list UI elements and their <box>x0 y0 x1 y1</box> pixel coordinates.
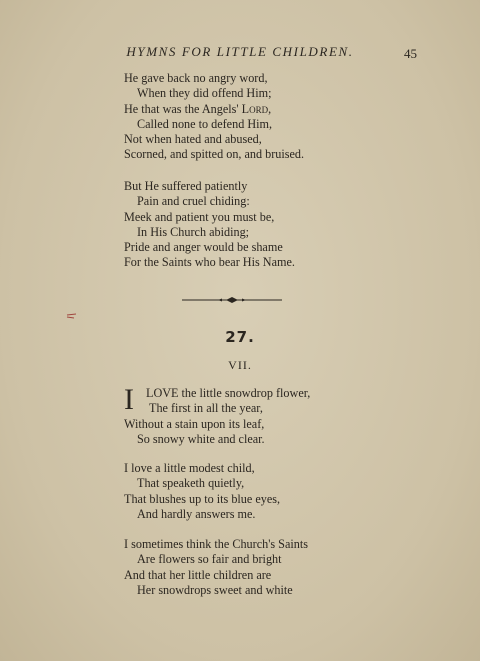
verse-line: Pain and cruel chiding: <box>137 194 250 209</box>
ornament-divider <box>182 296 282 304</box>
verse-line: Called none to defend Him, <box>137 116 273 131</box>
hymn-stanza-2 <box>124 461 280 522</box>
page-number: 45 <box>404 46 417 61</box>
verse-line: In His Church abiding; <box>137 224 250 239</box>
verse-line: The first in all the year, <box>149 401 263 416</box>
verse-line: And hardly answers me. <box>137 506 256 521</box>
section-number: VII. <box>228 358 252 372</box>
stanza-continued-2 <box>124 179 295 271</box>
hymn-stanza-1 <box>124 383 311 447</box>
verse-line: That blushes up to its blue eyes, <box>124 491 281 506</box>
verse-line: I sometimes think the Church's Saints <box>124 537 308 551</box>
stanza-continued-1 <box>124 71 304 163</box>
verse-line: He gave back no angry word, <box>124 71 268 85</box>
verse-line: So snowy white and clear. <box>137 431 265 446</box>
verse-line: Meek and patient you must be, <box>124 209 275 224</box>
hymn-number: 27. <box>225 328 255 346</box>
verse-line: That speaketh quietly, <box>137 476 245 491</box>
drop-cap: I <box>124 383 134 416</box>
verse-line: I love a little modest child, <box>124 461 255 475</box>
verse-line: Her snowdrops sweet and white <box>137 582 293 597</box>
verse-line: Scorned, and spitted on, and bruised. <box>124 147 305 162</box>
verse-line: He that was the Angels' Lord, <box>124 101 272 116</box>
margin-mark <box>66 312 78 320</box>
verse-line: Are flowers so fair and bright <box>137 552 282 567</box>
verse-line: But He suffered patiently <box>124 179 248 193</box>
verse-line: Not when hated and abused, <box>124 132 262 147</box>
verse-line: For the Saints who bear His Name. <box>124 255 295 270</box>
verse-line: When they did offend Him; <box>137 86 272 101</box>
verse-line: And that her little children are <box>124 567 272 582</box>
verse-line: Pride and anger would be shame <box>124 240 283 255</box>
verse-line: Without a stain upon its leaf, <box>124 416 265 431</box>
verse-line: LOVE the little snowdrop flower, <box>146 386 311 400</box>
running-head: HYMNS FOR LITTLE CHILDREN. <box>126 44 354 59</box>
hymn-stanza-3 <box>124 537 308 598</box>
